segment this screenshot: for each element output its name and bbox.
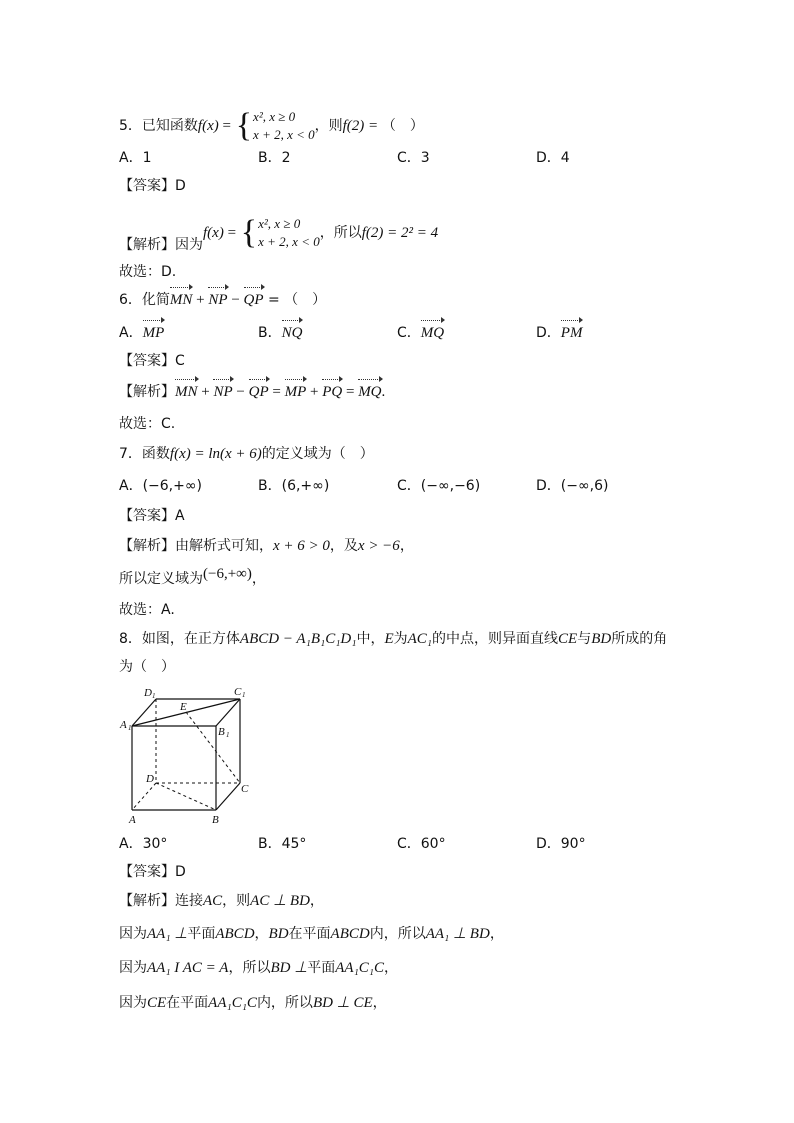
q8-analysis-line3 <box>119 958 398 978</box>
q7-domain: (−6,+∞) <box>203 566 252 582</box>
q5-stem-post: ，则 <box>314 118 343 134</box>
q8-answer: 【答案】D <box>119 864 186 880</box>
q6-analysis-np: NP <box>213 384 233 400</box>
q8-l2-e: 内，所以 <box>369 926 426 942</box>
q8-l4-b: 在平面 <box>166 995 209 1011</box>
label-a1: A <box>120 719 127 731</box>
q8-l3-bd: BD ⊥ <box>270 960 308 976</box>
label-e: E <box>180 701 187 713</box>
q8-bd: BD <box>591 631 612 647</box>
label-a: A <box>129 814 136 826</box>
q6-option-d <box>536 323 582 343</box>
q5-case1: x², x ≥ 0 <box>253 109 296 124</box>
q8-l4-pl: AA₁C₁C <box>208 995 257 1011</box>
q7-cond1: x + 6 > 0 <box>273 538 330 554</box>
q6-option-c <box>397 323 444 343</box>
label-b1-sub: 1 <box>226 731 230 739</box>
q8-l3-b: ，所以 <box>228 960 271 976</box>
q5-analysis-case2: x + 2, x < 0 <box>258 234 320 249</box>
q8-ce: CE <box>558 631 578 647</box>
edge-ad <box>132 783 156 810</box>
seg-ec <box>186 712 240 783</box>
q5-eq: = <box>218 118 235 134</box>
q8-l3-d: ， <box>384 960 399 976</box>
q5-case2: x + 2, x < 0 <box>253 127 315 142</box>
q6-option-c-vec: MQ <box>420 325 445 341</box>
q6-vec-mn: MN <box>169 292 193 308</box>
q6-option-a-vec: MP <box>142 325 165 341</box>
q5-analysis-case1: x², x ≥ 0 <box>258 216 301 231</box>
q6-stem <box>119 290 326 310</box>
label-c1: C <box>234 686 242 698</box>
label-a1-sub: 1 <box>128 724 132 732</box>
q8-l1-perp: AC ⊥ BD <box>250 893 310 909</box>
q7-option-d: D．(−∞,6) <box>536 478 609 494</box>
q8-stem-e: 与 <box>577 631 592 647</box>
edge-bc <box>216 783 240 810</box>
q6-option-a-letter: A． <box>119 325 143 341</box>
q8-l2-abcd2: ABCD <box>330 926 370 942</box>
q7-fx: f(x) = ln(x + 6) <box>169 446 262 462</box>
q8-analysis-line1 <box>119 891 324 911</box>
q8-l4-d: ， <box>372 995 387 1011</box>
q8-l1-ac: AC <box>203 893 223 909</box>
q8-option-d: D．90° <box>536 836 586 852</box>
q6-analysis-qp: QP <box>248 384 269 400</box>
q6-analysis-tag: 【解析】 <box>119 384 175 400</box>
q7-stem-post: 的定义域为（ ） <box>261 446 374 462</box>
q8-stem-c: 为 <box>393 631 408 647</box>
q8-l2-d: 在平面 <box>288 926 331 942</box>
q8-l3-m: AA₁ I AC = A <box>147 960 229 976</box>
q7-line2-post: ， <box>251 571 266 587</box>
q6-stem-text: 6．化简 <box>119 292 170 308</box>
q8-l4-c: 内，所以 <box>256 995 313 1011</box>
q7-analysis-tag: 【解析】由解析式可知， <box>119 538 273 554</box>
label-c1-sub: 1 <box>242 691 246 699</box>
q8-l1-tag: 【解析】连接 <box>119 893 203 909</box>
q5-analysis-tag: 【解析】因为 <box>119 237 203 253</box>
q7-stem-text: 7．函数 <box>119 446 170 462</box>
q6-analysis-pq: PQ <box>322 384 343 400</box>
q6-vec-np: NP <box>208 292 228 308</box>
q8-l3-a: 因为 <box>119 960 147 976</box>
label-d1-sub: 1 <box>152 692 156 700</box>
q7-cond2: x > −6 <box>357 538 400 554</box>
q6-analysis: 【解析】MN + NP − QP = MP + PQ = MQ. <box>119 384 386 400</box>
q5-analysis <box>119 215 438 251</box>
q7-option-a: A．(−6,+∞) <box>119 478 202 494</box>
q8-l2-a: 因为 <box>119 926 147 942</box>
q6-op2: − <box>227 292 244 308</box>
q8-l2-c: ， <box>254 926 269 942</box>
q6-op1: + <box>192 292 209 308</box>
q8-analysis-line2 <box>119 924 504 944</box>
q5-cases <box>253 108 315 144</box>
q7-stem <box>119 444 374 464</box>
q8-option-a: A．30° <box>119 836 168 852</box>
q8-stem-f: 所成的角 <box>611 631 668 647</box>
q5-option-a: A．1 <box>119 150 152 166</box>
q7-option-b: B．(6,+∞) <box>258 478 330 494</box>
label-b: B <box>212 814 219 826</box>
q8-l2-b: 平面 <box>187 926 216 942</box>
q6-option-b-letter: B． <box>258 325 282 341</box>
q5-f2: f(2) = <box>342 118 382 134</box>
q5-analysis-cases <box>258 215 320 251</box>
q5-analysis-eq: = <box>223 225 240 241</box>
q8-l2-abcd: ABCD <box>215 926 255 942</box>
q8-l2-bd: BD <box>268 926 289 942</box>
q8-l4-a: 因为 <box>119 995 147 1011</box>
label-d1: D <box>144 687 152 699</box>
label-c: C <box>241 783 249 795</box>
q7-line2-pre: 所以定义域为 <box>119 571 203 587</box>
q8-cube-figure <box>112 684 262 830</box>
q8-l2-aa1: AA₁ ⊥ <box>147 926 188 942</box>
edge-a1d1 <box>132 699 156 726</box>
q8-l1-end: ， <box>309 893 324 909</box>
q8-l3-pl: AA₁C₁C <box>335 960 385 976</box>
q6-option-d-vec: PM <box>560 325 583 341</box>
q5-paren: （ ） <box>381 118 424 134</box>
q5-option-d: D．4 <box>536 150 570 166</box>
q8-analysis-line4 <box>119 993 387 1013</box>
q6-analysis-mn: MN <box>175 384 198 400</box>
q8-e: E <box>384 631 394 647</box>
q6-option-d-letter: D． <box>536 325 561 341</box>
q8-l3-c: 平面 <box>307 960 336 976</box>
q8-l4-res: BD ⊥ CE <box>312 995 373 1011</box>
q8-ac1: AC₁ <box>407 631 433 647</box>
q7-analysis-line2 <box>119 566 266 589</box>
q8-stem-a: 8．如图，在正方体 <box>119 631 240 647</box>
q7-answer: 【答案】A <box>119 508 185 524</box>
q5-conclusion: 故选：D. <box>119 264 177 280</box>
q5-analysis-fx: f(x) <box>203 225 224 241</box>
q8-stem-b: 中， <box>356 631 385 647</box>
q8-stem-d: 的中点，则异面直线 <box>432 631 559 647</box>
q5-brace: { <box>235 107 253 144</box>
q6-analysis-mq: MQ <box>358 384 382 400</box>
q8-cube: ABCD − A₁B₁C₁D₁ <box>239 631 357 647</box>
q6-option-a <box>119 323 164 343</box>
q7-comma: ， <box>399 538 414 554</box>
q8-l4-ce: CE <box>147 995 167 1011</box>
q8-l2-res: AA₁ ⊥ BD <box>425 926 490 942</box>
q8-stem <box>119 629 667 649</box>
q5-answer: 【答案】D <box>119 178 186 194</box>
q6-analysis-mp: MP <box>284 384 307 400</box>
q6-vec-qp: QP <box>243 292 264 308</box>
q8-stem-line2: 为（ ） <box>119 659 175 675</box>
q6-option-c-letter: C． <box>397 325 421 341</box>
q5-fx: f(x) <box>197 118 219 134</box>
q5-stem <box>119 108 424 144</box>
edge-c1b1 <box>216 699 240 726</box>
q7-conclusion: 故选：A. <box>119 602 175 618</box>
q5-analysis-mid: ，所以 <box>319 225 362 241</box>
q6-option-b-vec: NQ <box>281 325 303 341</box>
q7-mid: ，及 <box>329 538 358 554</box>
q8-l1-mid: ，则 <box>222 893 251 909</box>
q8-option-c: C．60° <box>397 836 446 852</box>
q6-answer: 【答案】C <box>119 353 185 369</box>
q6-conclusion: 故选：C. <box>119 416 176 432</box>
diag-db <box>156 783 216 810</box>
label-b1: B <box>218 726 225 738</box>
q5-analysis-brace: { <box>240 214 258 251</box>
q5-option-c: C．3 <box>397 150 430 166</box>
q5-analysis-math: f(2) = 2² = 4 <box>361 225 439 241</box>
q8-l2-f: ， <box>489 926 504 942</box>
q7-option-c: C．(−∞,−6) <box>397 478 481 494</box>
q5-option-b: B．2 <box>258 150 291 166</box>
q8-option-b: B．45° <box>258 836 307 852</box>
q6-option-b <box>258 323 302 343</box>
q5-stem-text: 5．已知函数 <box>119 118 198 134</box>
q6-stem-post: = （ ） <box>263 292 327 308</box>
label-d: D <box>146 773 154 785</box>
q7-analysis <box>119 536 414 556</box>
